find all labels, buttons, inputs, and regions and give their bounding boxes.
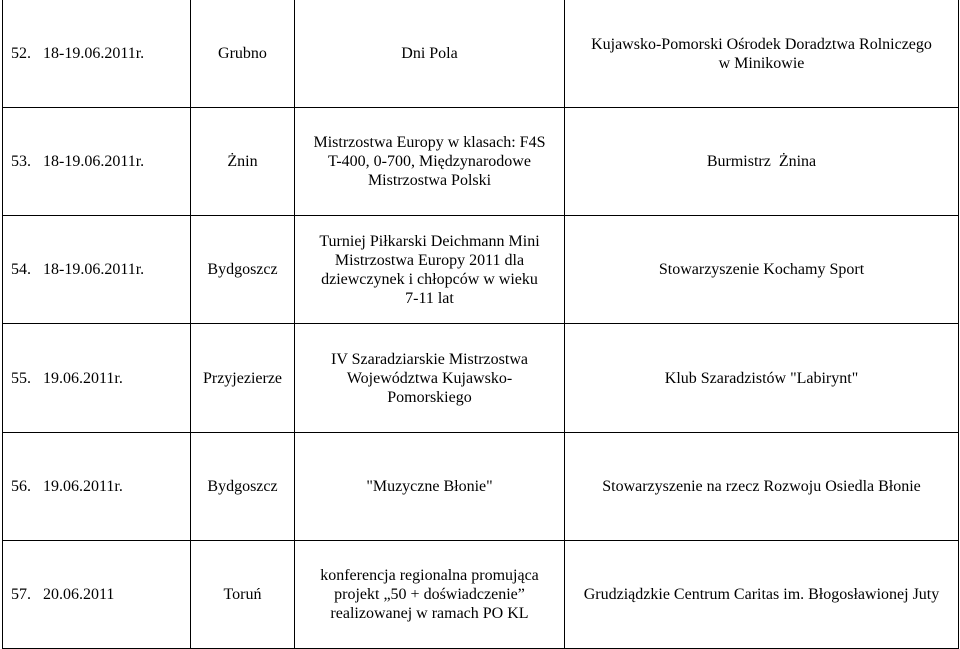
organizer-line: Kujawsko-Pomorski Ośrodek Doradztwa Rolniczego [591,35,932,53]
event-line: T-400, 0-700, Międzynarodowe [328,153,531,171]
number-date-cell [3,432,191,540]
event-cell [295,0,565,108]
row-number: 56. [11,477,31,495]
row-number: 57. [11,585,31,603]
organizer-cell [565,432,959,540]
event-line: Turniej Piłkarski Deichmann Mini [319,232,540,250]
place-cell: Grubno [191,0,295,108]
organizer-cell [565,324,959,432]
event-cell [295,540,565,648]
event-line: 7-11 lat [405,289,454,307]
organizer-line: Stowarzyszenie na rzecz Rozwoju Osiedla Błonie [602,477,921,495]
number-date-cell [3,108,191,216]
organizer-line: Klub Szaradzistów "Labirynt" [664,369,859,387]
organizer-line: Grudziądzkie Centrum Caritas im. Błogosławionej Juty [583,585,940,603]
table-row [3,0,959,108]
table-row [3,432,959,540]
organizer-cell [565,540,959,648]
row-number: 55. [11,369,31,387]
place-cell: Bydgoszcz [191,216,295,324]
number-date-cell [3,324,191,432]
event-line: Mistrzostwa Europy 2011 dla [334,251,525,269]
place-cell: Przyjezierze [191,324,295,432]
row-number: 53. [11,153,31,171]
event-line: IV Szaradziarskie Mistrzostwa [331,350,528,368]
organizer-line: Stowarzyszenie Kochamy Sport [658,261,865,279]
event-line: Mistrzostwa Europy w klasach: F4S [313,134,546,152]
table-row [3,108,959,216]
events-table-body [3,0,959,649]
event-cell [295,216,565,324]
place-cell: Toruń [191,540,295,648]
table-row [3,216,959,324]
number-date-cell [3,540,191,648]
organizer-cell [565,108,959,216]
row-number: 54. [11,261,31,279]
row-date: 18-19.06.2011r. [43,261,145,279]
row-date: 18-19.06.2011r. [43,153,145,171]
place-cell: Bydgoszcz [191,432,295,540]
event-line: realizowanej w ramach PO KL [330,604,529,622]
number-date-cell [3,0,191,108]
organizer-line: Burmistrz Żnina [706,153,817,171]
row-date: 19.06.2011r. [43,477,123,495]
events-table [2,0,959,649]
number-date-cell [3,216,191,324]
organizer-cell [565,216,959,324]
event-line: dziewczynek i chłopców w wieku [321,270,538,288]
row-date: 20.06.2011 [43,585,115,603]
event-line: projekt „50 + doświadczenie” [334,585,525,603]
table-row [3,324,959,432]
organizer-cell [565,0,959,108]
organizer-line: w Minikowie [718,54,805,72]
place-cell: Żnin [191,108,295,216]
event-cell [295,432,565,540]
row-date: 18-19.06.2011r. [43,45,145,63]
row-date: 19.06.2011r. [43,369,123,387]
event-line: Dni Pola [401,45,458,63]
event-cell [295,324,565,432]
event-line: Pomorskiego [387,388,472,406]
event-cell [295,108,565,216]
table-row [3,540,959,648]
event-line: "Muzyczne Błonie" [366,477,493,495]
row-number: 52. [11,45,31,63]
event-line: konferencja regionalna promująca [320,566,539,584]
event-line: Mistrzostwa Polski [367,172,492,190]
event-line: Województwa Kujawsko- [346,369,513,387]
